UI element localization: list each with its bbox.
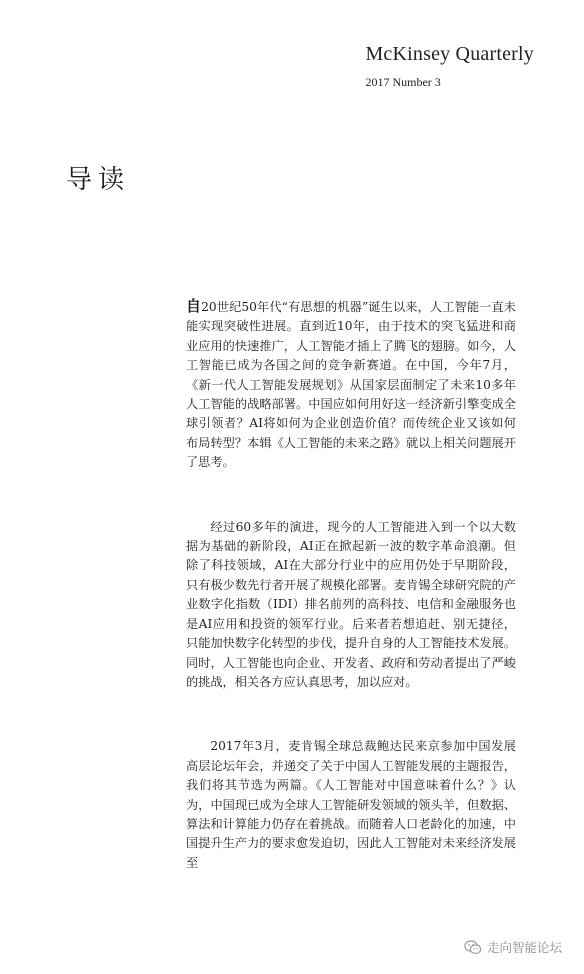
masthead — [365, 43, 534, 89]
dropcap: 自 — [186, 297, 202, 315]
masthead-brand: McKinsey Quarterly — [365, 43, 534, 65]
masthead-issue: 2017 Number 3 — [365, 75, 441, 89]
paragraph-1-text: 20世纪50年代“有思想的机器”诞生以来，人工智能一直未能实现突破性进展。直到近10年，由于技术的突飞猛进和商业应用的快速推广，人工智能才插上了腾飞的翅膀。如今，人工智能已成为各国之间的竞争新赛道。在中国，今年7月，《新一代人工智能发展规划》从国家层面制定了未来10多年人工智能的战略部署。中国应如何用好这一经济新引擎变成全球引领者？AI将如何为企业创造价值？而传统企业又该如何布局转型？本辑《人工智能的未来之路》就以上相关问题展开了思考。 — [186, 300, 516, 470]
paragraph-2: 经过60多年的演进，现今的人工智能进入到一个以大数据为基础的新阶段，AI正在掀起新一波的数字革命浪潮。但除了科技领域，AI在大部分行业中的应用仍处于早期阶段，只有极少数先行者开展了规模化部署。麦肯锡全球研究院的产业数字化指数（IDI）排名前列的高科技、电信和金融服务也是AI应用和投资的领军行业。后来者若想追赶、别无捷径，只能加快数字化转型的步伐，提升自身的人工智能技术发展。同时，人工智能也向企业、开发者、政府和劳动者提出了严峻的挑战，相关各方应认真思考，加以应对。 — [186, 519, 516, 689]
paragraph-1 — [186, 298, 516, 473]
wechat-icon — [464, 940, 482, 955]
article-body — [186, 298, 516, 873]
watermark-text: 走向智能论坛 — [486, 940, 562, 955]
paragraph-3: 2017年3月，麦肯锡全球总裁鲍达民来京参加中国发展高层论坛年会，并递交了关于中国人工智能发展的主题报告，我们将其节选为两篇。《人工智能对中国意味着什么？》认为，中国现已成为全球人工智能研发领域的领头羊，但数据、算法和计算能力仍存在着挑战。而随着人口老龄化的加速，中国提升生产力的要求愈发迫切，因此人工智能对未来经济发展至 — [186, 739, 516, 870]
watermark — [464, 938, 562, 956]
page-title: 导读 — [66, 165, 131, 195]
